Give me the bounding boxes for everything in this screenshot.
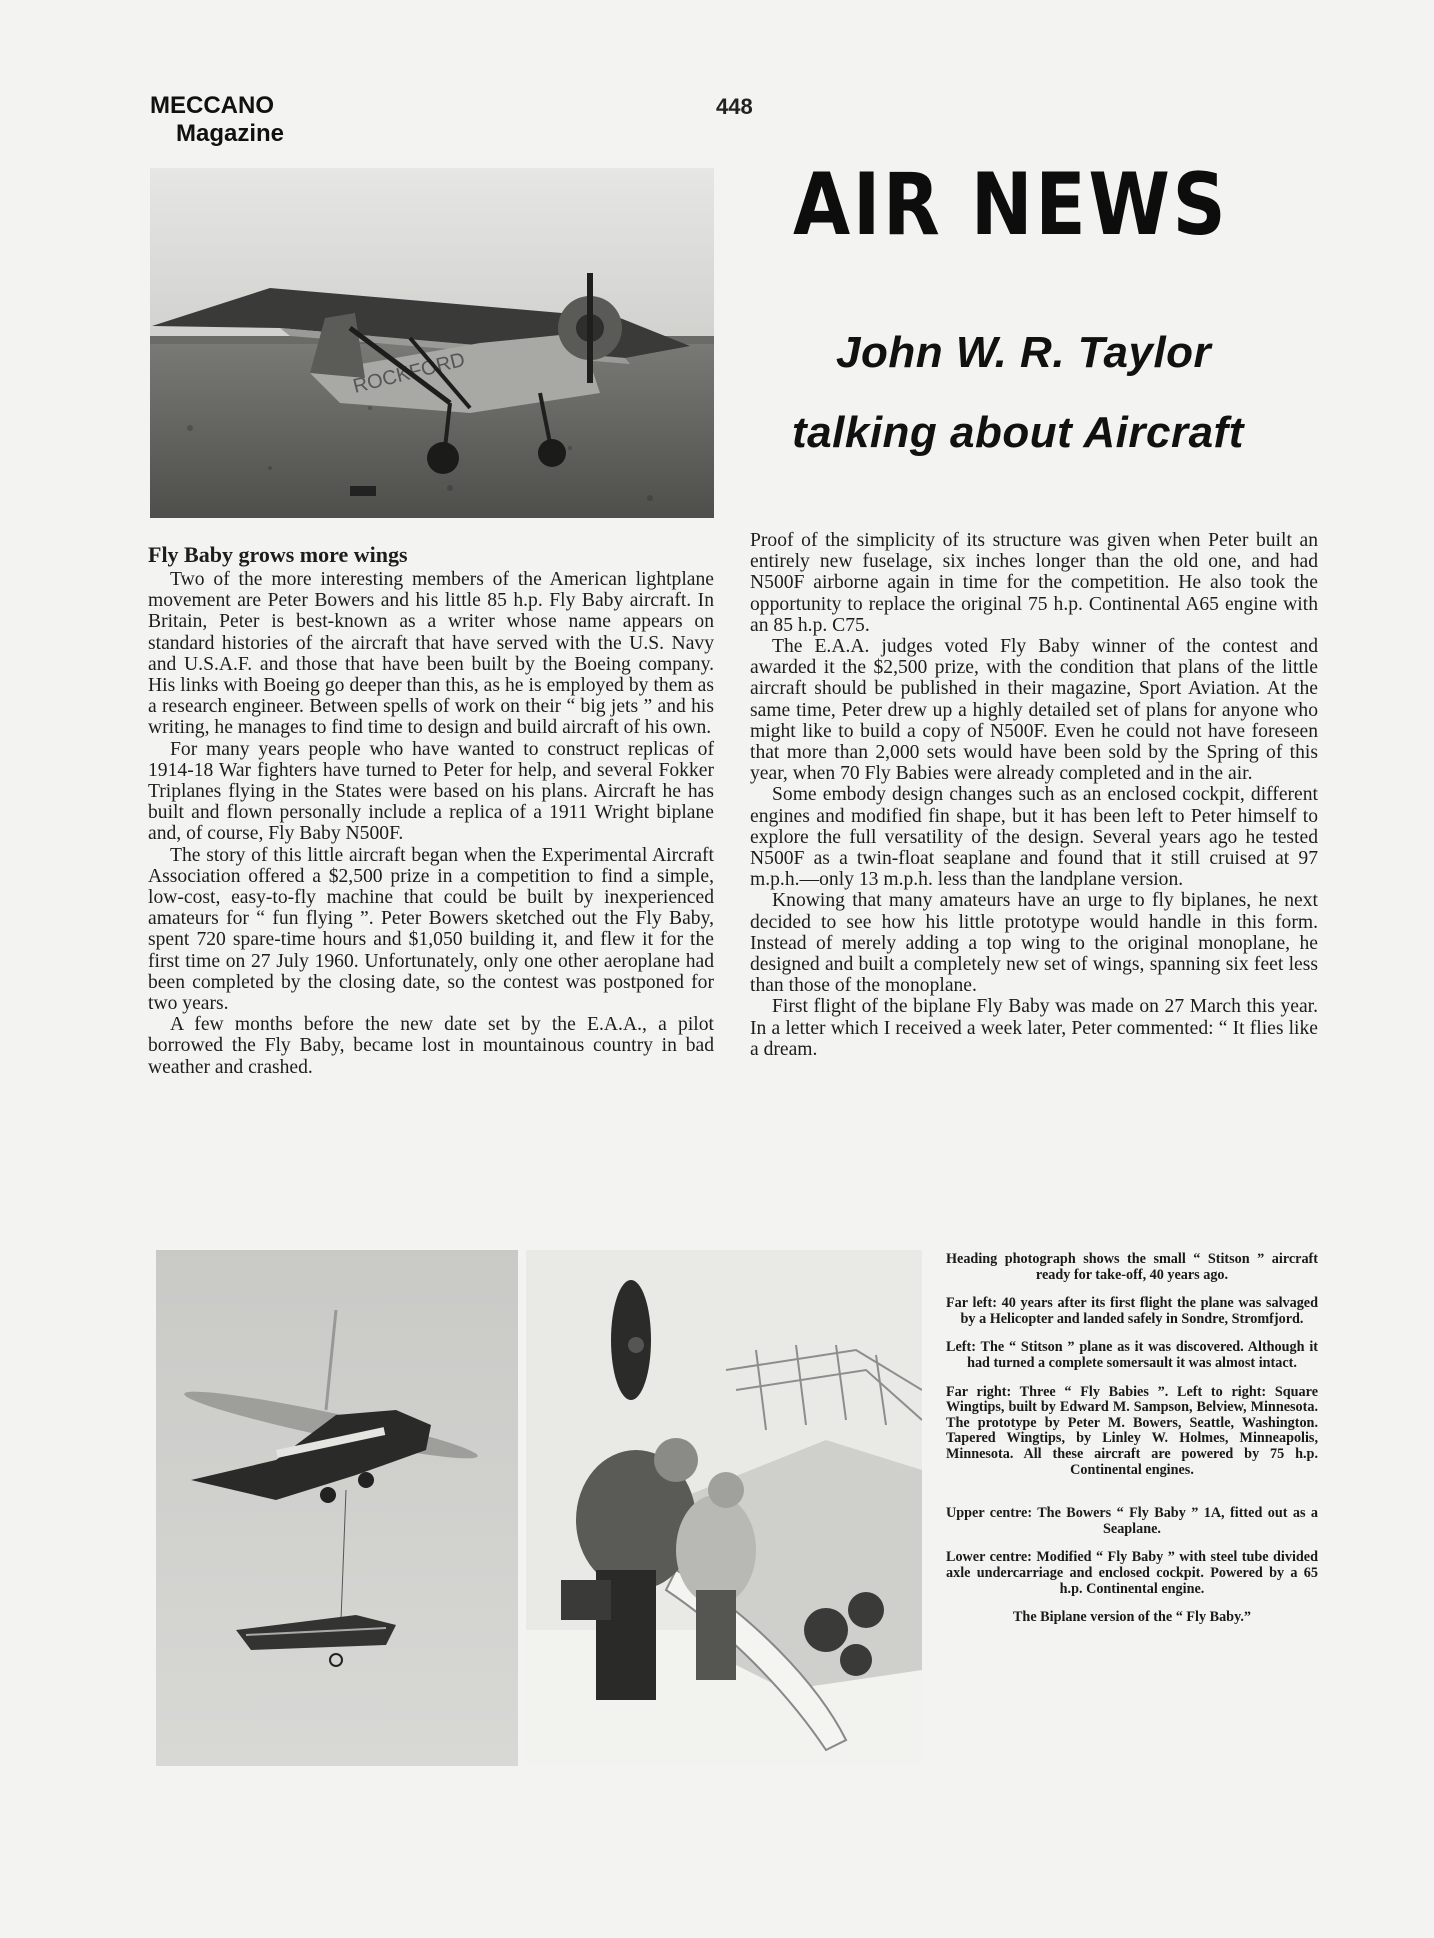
article-left-column	[148, 543, 714, 1078]
caption-left: Left: The “ Stitson ” plane as it was discovered. Although it had turned a complete somersault it was almost intact.	[946, 1339, 1318, 1371]
paragraph: First flight of the biplane Fly Baby was made on 27 March this year. In a letter which I received a week later, Peter commented: “ It flies like a dream.	[750, 996, 1318, 1060]
helicopter-salvage-photo	[156, 1250, 518, 1766]
page-number: 448	[716, 94, 753, 119]
caption-lower-centre: Lower centre: Modified “ Fly Baby ” with steel tube divided axle undercarriage and enclosed cockpit. Powered by a 65 h.p. Continental engine.	[946, 1549, 1318, 1597]
stitson-aircraft-photo	[150, 168, 714, 518]
paragraph: Knowing that many amateurs have an urge to fly biplanes, he next decided to see how his little prototype would handle in this form. Instead of merely adding a top wing to the original monoplane, he designed and built a completely new set of wings, spanning six feet less than those of the monoplane.	[750, 890, 1318, 997]
byline-topic: talking about Aircraft	[792, 408, 1244, 457]
caption-heading-photo: Heading photograph shows the small “ Stitson ” aircraft ready for take-off, 40 years ago.	[946, 1251, 1318, 1283]
page-title: AIR NEWS	[793, 155, 1229, 255]
paragraph: The story of this little aircraft began when the Experimental Aircraft Association offered a $2,500 prize in a competition to find a simple, low-cost, easy-to-fly machine that could be built by inexperienced amateurs for “ fun flying ”. Peter Bowers sketched out the Fly Baby, spent 720 spare-time hours and $1,050 building it, and flew it for the first time on 27 July 1960. Unfortunately, only one other aeroplane had been completed by the closing date, so the contest was postponed for two years.	[148, 844, 714, 1015]
article-right-column	[750, 530, 1318, 1060]
paragraph: Some embody design changes such as an enclosed cockpit, different engines and modified fin shape, but it has been left to Peter himself to explore the full versatility of the design. Several years ago he tested N500F as a twin-float seaplane and found that it still cruised at 97 m.p.h.—only 13 m.p.h. less than the landplane version.	[750, 784, 1318, 891]
photo-captions	[946, 1252, 1318, 1639]
caption-far-left: Far left: 40 years after its first flight the plane was salvaged by a Helicopter and landed safely in Sondre, Stromfjord.	[946, 1295, 1318, 1327]
caption-far-right: Far right: Three “ Fly Babies ”. Left to right: Square Wingtips, built by Edward M. Sampson, Belview, Minnesota. The prototype by Peter M. Bowers, Seattle, Washington. Tapered Wingtips, by Linley W. Holmes, Minneapolis, Minnesota. All these aircraft are powered by 75 h.p. Continental engines.	[946, 1383, 1318, 1478]
section-heading: Fly Baby grows more wings	[148, 542, 408, 567]
paragraph: Two of the more interesting members of the American lightplane movement are Peter Bowers and his little 85 h.p. Fly Baby aircraft. In Britain, Peter is best-known as a writer whose name appears on standard histories of the aircraft that have served with the U.S. Navy and U.S.A.F. and those that have been built by the Boeing company. His links with Boeing go deeper than this, as he is employed by them as a research engineer. Between spells of work on their “ big jets ” and his writing, he manages to find time to design and build aircraft of his own.	[148, 569, 714, 739]
byline-author: John W. R. Taylor	[836, 328, 1212, 377]
stitson-discovered-photo	[526, 1250, 922, 1766]
masthead-title: MECCANO	[150, 92, 274, 119]
caption-biplane: The Biplane version of the “ Fly Baby.”	[1012, 1609, 1252, 1626]
paragraph: The E.A.A. judges voted Fly Baby winner of the contest and awarded it the $2,500 prize, with the condition that plans of the little aircraft should be published in their magazine, Sport Aviation. At the same time, Peter drew up a highly detailed set of plans for anyone who might like to build a copy of N500F. Even he could not have foreseen that more than 2,000 sets would have been sold by the Spring of this year, when 70 Fly Babies were already completed and in the air.	[750, 636, 1318, 785]
paragraph: Proof of the simplicity of its structure was given when Peter built an entirely new fuselage, six inches longer than the old one, and had N500F airborne again in time for the competition. He also took the opportunity to replace the original 75 h.p. Continental A65 engine with an 85 h.p. C75.	[750, 530, 1318, 636]
paragraph: For many years people who have wanted to construct replicas of 1914-18 War fighters have turned to Peter for help, and several Fokker Triplanes flying in the States were based on his plans. Aircraft he has built and flown personally include a replica of a 1911 Wright biplane and, of course, Fly Baby N500F.	[148, 738, 714, 845]
caption-upper-centre: Upper centre: The Bowers “ Fly Baby ” 1A, fitted out as a Seaplane.	[946, 1505, 1318, 1537]
paragraph: A few months before the new date set by the E.A.A., a pilot borrowed the Fly Baby, became lost in mountainous country in bad weather and crashed.	[148, 1014, 714, 1078]
masthead-subtitle: Magazine	[176, 120, 285, 147]
